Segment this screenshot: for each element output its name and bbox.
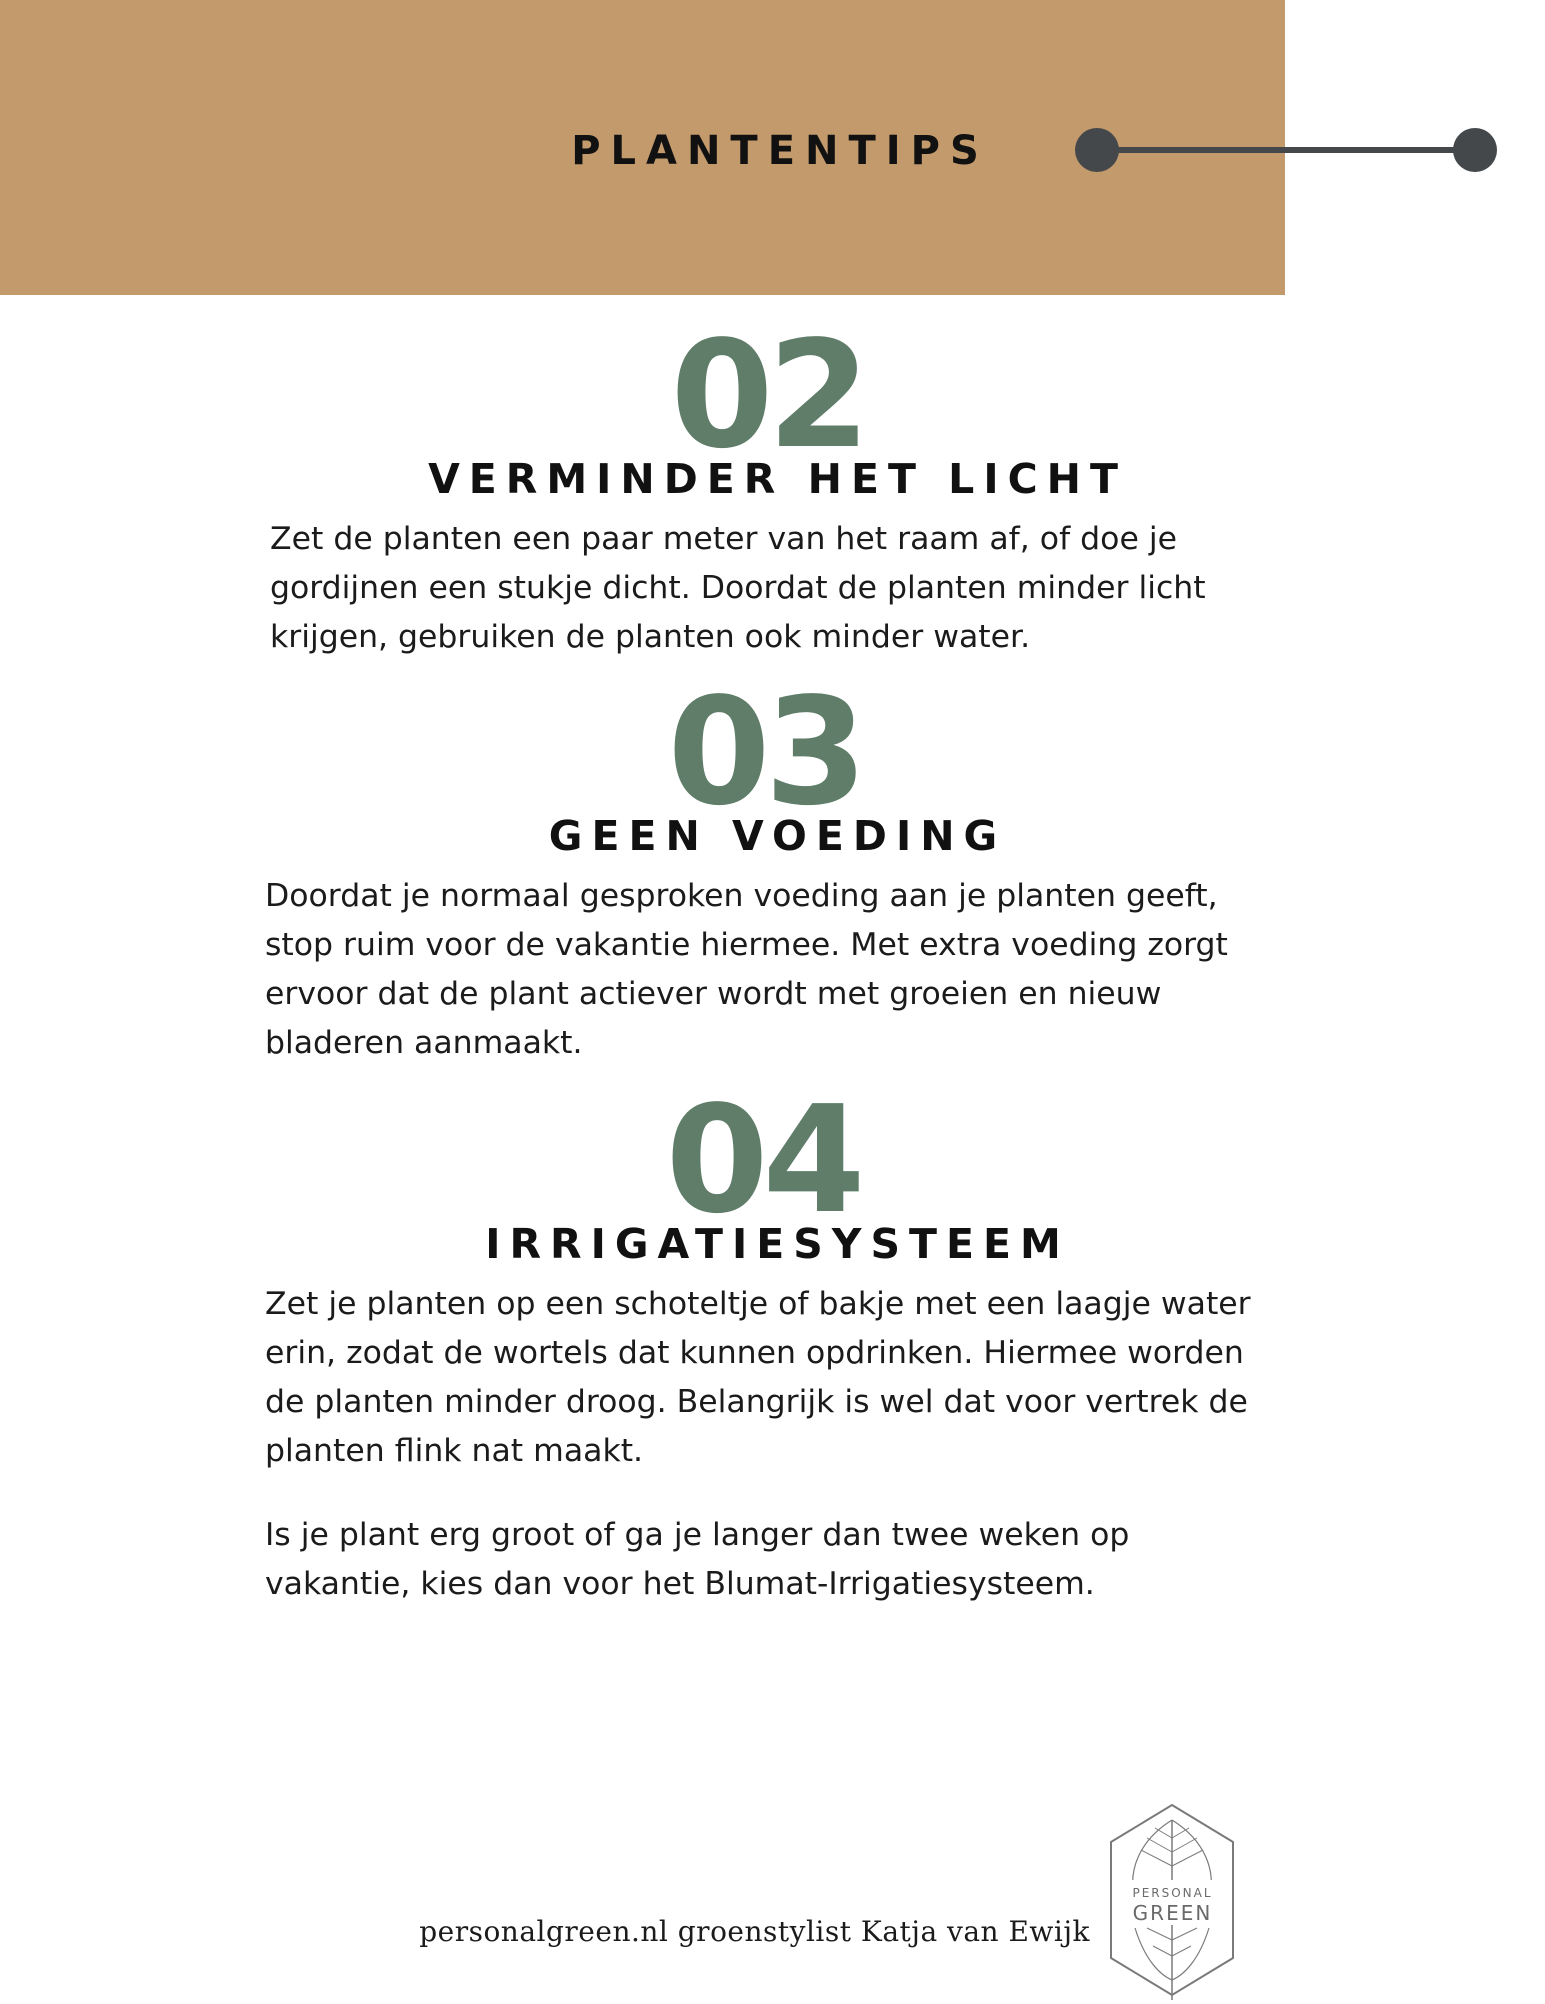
tip-number: 04 [665, 1074, 860, 1246]
tip-number: 03 [667, 666, 862, 838]
tip-body [265, 872, 1235, 1103]
leaf-hexagon-logo-icon [1105, 1800, 1240, 2000]
tip-heading: IRRIGATIESYSTEEM [485, 1220, 1070, 1268]
tip-heading: VERMINDER HET LICHT [428, 455, 1127, 503]
tip-paragraph: Zet je planten op een schoteltje of bakje met een laagje water erin, zodat de wortels dat kunnen opdrinken. Hiermee worden de planten minder droog. Belangrijk is wel dat voor vertrek de planten flink nat maakt. [265, 1286, 1251, 1469]
footer-credit: personalgreen.nl groenstylist Katja van Ewijk [419, 1915, 1090, 1948]
logo-text-green: GREEN [1132, 1901, 1213, 1925]
tip-number: 02 [670, 309, 865, 481]
tip-heading: GEEN VOEDING [548, 812, 1007, 860]
tip-paragraph: Doordat je normaal gesproken voeding aan je planten geeft, stop ruim voor de vakantie hiermee. Met extra voeding zorgt ervoor dat de plant actiever wordt met groeien en nieuw bladeren aanmaakt. [265, 878, 1228, 1061]
tip-paragraph: Zet de planten een paar meter van het raam af, of doe je gordijnen een stukje dicht. Doordat de planten minder licht krijgen, gebruiken de planten ook minder water. [270, 521, 1206, 655]
connector-line-icon [1075, 125, 1500, 175]
personal-green-logo [1105, 1800, 1240, 2000]
logo-text-personal: PERSONAL [1132, 1886, 1213, 1900]
tip-paragraph: Is je plant erg groot of ga je langer dan twee weken op vakantie, kies dan voor het Blumat-Irrigatiesysteem. [265, 1517, 1130, 1602]
tip-body [265, 1280, 1265, 1644]
page-title: PLANTENTIPS [571, 128, 989, 174]
